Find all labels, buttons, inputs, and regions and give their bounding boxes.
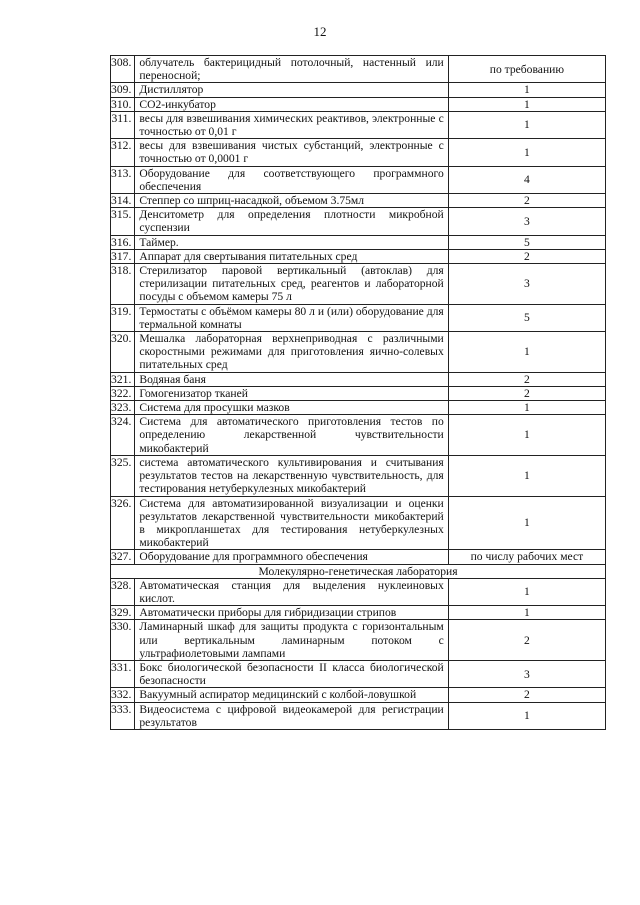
item-quantity: 3 xyxy=(448,660,605,687)
table-row xyxy=(111,415,606,456)
table-row xyxy=(111,166,606,193)
item-name: Ламинарный шкаф для защиты продукта с горизонтальным или вертикальным ламинарным потоком с ультрафиолетовыми лампами xyxy=(135,620,448,661)
item-number: 309. xyxy=(111,83,135,97)
equipment-rows xyxy=(111,56,606,565)
equipment-table xyxy=(110,55,606,730)
item-number: 331. xyxy=(111,660,135,687)
item-number: 320. xyxy=(111,332,135,373)
item-number: 328. xyxy=(111,578,135,605)
table-row xyxy=(111,304,606,331)
item-number: 317. xyxy=(111,249,135,263)
item-name: Денситометр для определения плотности микробной суспензии xyxy=(135,208,448,235)
equipment-rows-molecular xyxy=(111,578,606,729)
item-name: Степпер со шприц-насадкой, объемом 3.75мл xyxy=(135,194,448,208)
section-row xyxy=(111,564,606,578)
item-quantity: 1 xyxy=(448,97,605,111)
item-quantity: 2 xyxy=(448,249,605,263)
item-number: 311. xyxy=(111,111,135,138)
item-number: 330. xyxy=(111,620,135,661)
table-row xyxy=(111,550,606,564)
item-quantity: 1 xyxy=(448,455,605,496)
item-name: Таймер. xyxy=(135,235,448,249)
item-quantity: по требованию xyxy=(448,56,605,83)
item-number: 333. xyxy=(111,702,135,729)
item-quantity: 1 xyxy=(448,415,605,456)
item-number: 310. xyxy=(111,97,135,111)
table-row xyxy=(111,660,606,687)
item-name: Автоматически приборы для гибридизации стрипов xyxy=(135,606,448,620)
item-number: 326. xyxy=(111,496,135,550)
item-name: Мешалка лабораторная верхнеприводная с различными скоростными режимами для приготовления яично-солевых питательных сред xyxy=(135,332,448,373)
item-name: Гомогенизатор тканей xyxy=(135,386,448,400)
table-row xyxy=(111,606,606,620)
table-row xyxy=(111,332,606,373)
item-quantity: 5 xyxy=(448,304,605,331)
table-row xyxy=(111,455,606,496)
item-quantity: 2 xyxy=(448,688,605,702)
item-quantity: 2 xyxy=(448,194,605,208)
item-name: весы для взвешивания чистых субстанций, электронные с точностью от 0,0001 г xyxy=(135,139,448,166)
item-name: облучатель бактерицидный потолочный, настенный или переносной; xyxy=(135,56,448,83)
item-name: Вакуумный аспиратор медицинский с колбой-ловушкой xyxy=(135,688,448,702)
item-number: 316. xyxy=(111,235,135,249)
item-name: весы для взвешивания химических реактивов, электронные с точностью от 0,01 г xyxy=(135,111,448,138)
item-number: 318. xyxy=(111,264,135,305)
section-header-group xyxy=(111,564,606,578)
item-number: 319. xyxy=(111,304,135,331)
section-title: Молекулярно-генетическая лаборатория xyxy=(111,564,606,578)
table-row xyxy=(111,235,606,249)
table-row xyxy=(111,702,606,729)
table-row xyxy=(111,139,606,166)
table-row xyxy=(111,111,606,138)
item-number: 325. xyxy=(111,455,135,496)
table-row xyxy=(111,56,606,83)
item-quantity: 1 xyxy=(448,111,605,138)
item-number: 313. xyxy=(111,166,135,193)
item-number: 314. xyxy=(111,194,135,208)
item-quantity: 1 xyxy=(448,139,605,166)
item-quantity: 2 xyxy=(448,620,605,661)
item-name: система автоматического культивирования и считывания результатов тестов на лекарственную чувствительность, для тестирования нетуберкулезных микобактерий xyxy=(135,455,448,496)
item-name: Аппарат для свертывания питательных сред xyxy=(135,249,448,263)
item-quantity: 1 xyxy=(448,578,605,605)
page-number: 12 xyxy=(313,24,327,39)
table-row xyxy=(111,83,606,97)
table-row xyxy=(111,620,606,661)
item-name: Автоматическая станция для выделения нуклеиновых кислот. xyxy=(135,578,448,605)
item-quantity: 5 xyxy=(448,235,605,249)
item-name: Термостаты с объёмом камеры 80 л и (или) оборудование для термальной комнаты xyxy=(135,304,448,331)
item-quantity: 1 xyxy=(448,332,605,373)
item-name: Система для просушки мазков xyxy=(135,401,448,415)
item-name: Стерилизатор паровой вертикальный (автоклав) для стерилизации питательных сред, реагентов и лабораторной посуды с объемом камеры 75 л xyxy=(135,264,448,305)
item-quantity: 1 xyxy=(448,606,605,620)
table-row xyxy=(111,401,606,415)
item-quantity: 1 xyxy=(448,702,605,729)
table-row xyxy=(111,249,606,263)
item-quantity: по числу рабочих мест xyxy=(448,550,605,564)
item-quantity: 1 xyxy=(448,496,605,550)
item-number: 329. xyxy=(111,606,135,620)
item-number: 308. xyxy=(111,56,135,83)
item-number: 322. xyxy=(111,386,135,400)
table-row xyxy=(111,386,606,400)
table-row xyxy=(111,496,606,550)
item-quantity: 3 xyxy=(448,264,605,305)
item-quantity: 4 xyxy=(448,166,605,193)
item-number: 315. xyxy=(111,208,135,235)
table-row xyxy=(111,264,606,305)
item-quantity: 1 xyxy=(448,83,605,97)
table-row xyxy=(111,97,606,111)
table-row xyxy=(111,194,606,208)
item-number: 324. xyxy=(111,415,135,456)
item-quantity: 3 xyxy=(448,208,605,235)
item-name: Видеосистема с цифровой видеокамерой для регистрации результатов xyxy=(135,702,448,729)
item-name: СО2-инкубатор xyxy=(135,97,448,111)
table-row xyxy=(111,578,606,605)
item-name: Дистиллятор xyxy=(135,83,448,97)
item-number: 321. xyxy=(111,372,135,386)
item-quantity: 1 xyxy=(448,401,605,415)
table-row xyxy=(111,372,606,386)
table-row xyxy=(111,688,606,702)
item-number: 312. xyxy=(111,139,135,166)
item-name: Оборудование для программного обеспечения xyxy=(135,550,448,564)
item-number: 323. xyxy=(111,401,135,415)
item-name: Водяная баня xyxy=(135,372,448,386)
item-name: Система для автоматического приготовления тестов по определению лекарственной чувствительности микобактерий xyxy=(135,415,448,456)
item-number: 327. xyxy=(111,550,135,564)
item-name: Система для автоматизированной визуализации и оценки результатов лекарственной чувствительности микобактерий в микропланшетах для тестирования нетуберкулезных микобактерий xyxy=(135,496,448,550)
item-name: Оборудование для соответствующего программного обеспечения xyxy=(135,166,448,193)
table-row xyxy=(111,208,606,235)
item-quantity: 2 xyxy=(448,386,605,400)
item-name: Бокс биологической безопасности II класса биологической безопасности xyxy=(135,660,448,687)
item-quantity: 2 xyxy=(448,372,605,386)
item-number: 332. xyxy=(111,688,135,702)
